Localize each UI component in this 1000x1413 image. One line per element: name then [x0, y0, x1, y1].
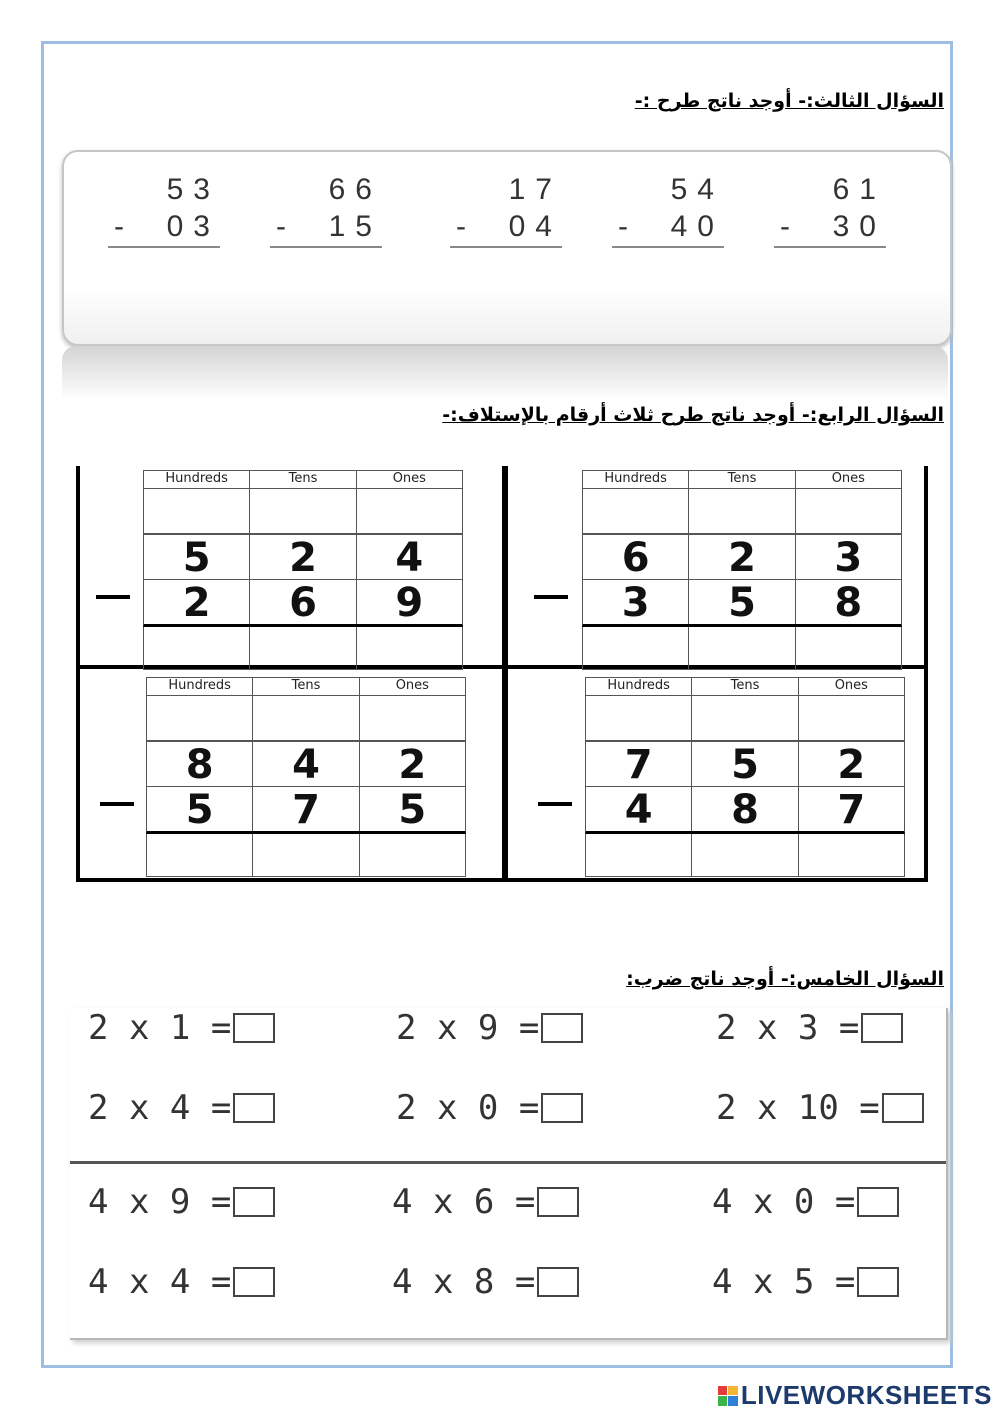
- carry-cell[interactable]: [357, 488, 462, 533]
- carry-cell[interactable]: [250, 488, 356, 533]
- question-3-panel: [62, 150, 952, 346]
- subtraction-problem: [108, 172, 220, 248]
- subtrahend: 15: [328, 210, 382, 243]
- section-divider: [70, 1161, 946, 1164]
- answer-box[interactable]: [541, 1013, 583, 1043]
- liveworksheets-logo[interactable]: [718, 1380, 992, 1411]
- answer-cell[interactable]: [586, 834, 692, 876]
- answer-box[interactable]: [882, 1093, 924, 1123]
- multiplication-item: [716, 1008, 903, 1048]
- answer-box[interactable]: [857, 1267, 899, 1297]
- minus-sign: -: [114, 210, 124, 243]
- answer-cell[interactable]: [799, 834, 904, 876]
- column-header: Ones: [392, 471, 426, 486]
- answer-box[interactable]: [537, 1267, 579, 1297]
- place-value-table: [582, 470, 902, 670]
- digit: 7: [586, 742, 692, 786]
- place-value-table: [146, 677, 466, 877]
- answer-box[interactable]: [233, 1187, 275, 1217]
- answer-box[interactable]: [233, 1013, 275, 1043]
- minuend: 61: [832, 173, 886, 206]
- carry-cell[interactable]: [147, 695, 253, 740]
- digit: 7: [253, 787, 359, 831]
- answer-box[interactable]: [233, 1267, 275, 1297]
- digit: 7: [837, 787, 866, 833]
- equation: 4 x 8 =: [392, 1262, 536, 1302]
- answer-cell[interactable]: [796, 627, 901, 669]
- multiplication-item: [88, 1008, 275, 1048]
- column-header: Hundreds: [144, 471, 250, 488]
- digit: 5: [692, 742, 798, 786]
- equation: 2 x 4 =: [88, 1088, 232, 1128]
- equation: 4 x 6 =: [392, 1182, 536, 1222]
- digit: 2: [837, 742, 866, 788]
- equation: 2 x 0 =: [396, 1088, 540, 1128]
- logo-icon: [718, 1386, 738, 1406]
- equation: 4 x 4 =: [88, 1262, 232, 1302]
- answer-cell[interactable]: [147, 834, 253, 876]
- answer-cell[interactable]: [250, 627, 356, 669]
- answer-cell[interactable]: [357, 627, 462, 669]
- multiplication-item: [392, 1262, 579, 1302]
- digit: 5: [144, 535, 250, 579]
- digit: 4: [253, 742, 359, 786]
- multiplication-item: [712, 1262, 899, 1302]
- multiplication-item: [88, 1182, 275, 1222]
- digit: 2: [144, 580, 250, 624]
- digit: 4: [395, 535, 424, 581]
- carry-cell[interactable]: [689, 488, 795, 533]
- minuend: 17: [508, 173, 562, 206]
- digit: 3: [583, 580, 689, 624]
- carry-cell[interactable]: [583, 488, 689, 533]
- minus-sign: [534, 595, 568, 599]
- column-header: Tens: [689, 471, 795, 488]
- answer-cell[interactable]: [360, 834, 465, 876]
- logo-square: [728, 1386, 738, 1396]
- carry-cell[interactable]: [799, 695, 904, 740]
- digit: 8: [834, 580, 863, 626]
- digit: 5: [398, 787, 427, 833]
- subtrahend: 04: [508, 210, 562, 243]
- equation: 4 x 5 =: [712, 1262, 856, 1302]
- carry-cell[interactable]: [692, 695, 798, 740]
- logo-square: [728, 1396, 738, 1406]
- digit: 9: [395, 580, 424, 626]
- carry-cell[interactable]: [253, 695, 359, 740]
- minus-sign: [100, 802, 134, 806]
- digit: 2: [689, 535, 795, 579]
- column-header: Tens: [692, 678, 798, 695]
- multiplication-item: [716, 1088, 924, 1128]
- subtraction-problem: [612, 172, 724, 248]
- subtraction-problem: [270, 172, 382, 248]
- answer-cell[interactable]: [144, 627, 250, 669]
- equation: 2 x 1 =: [88, 1008, 232, 1048]
- place-value-table: [585, 677, 905, 877]
- answer-box[interactable]: [861, 1013, 903, 1043]
- digit: 3: [834, 535, 863, 581]
- digit: 5: [689, 580, 795, 624]
- minus-sign: -: [276, 210, 286, 243]
- answer-box[interactable]: [857, 1187, 899, 1217]
- multiplication-item: [712, 1182, 899, 1222]
- multiplication-item: [396, 1088, 583, 1128]
- minus-sign: [96, 595, 130, 599]
- answer-cell[interactable]: [692, 834, 798, 876]
- column-header: Tens: [250, 471, 356, 488]
- panel-shadow: [62, 346, 948, 400]
- logo-text: LIVEWORKSHEETS: [740, 1380, 992, 1410]
- column-header: Hundreds: [586, 678, 692, 695]
- answer-cell[interactable]: [253, 834, 359, 876]
- multiplication-item: [88, 1088, 275, 1128]
- answer-box[interactable]: [541, 1093, 583, 1123]
- subtrahend: 30: [832, 210, 886, 243]
- answer-box[interactable]: [537, 1187, 579, 1217]
- column-header: Hundreds: [583, 471, 689, 488]
- equation: 2 x 9 =: [396, 1008, 540, 1048]
- column-header: Ones: [831, 471, 865, 486]
- digit: 5: [147, 787, 253, 831]
- equation: 2 x 3 =: [716, 1008, 860, 1048]
- question-3-heading: السؤال الثالث:- أوجد ناتج طرح :-: [634, 90, 944, 112]
- minus-sign: -: [456, 210, 466, 243]
- equation: 4 x 9 =: [88, 1182, 232, 1222]
- digit: 4: [586, 787, 692, 831]
- carry-cell[interactable]: [586, 695, 692, 740]
- answer-box[interactable]: [233, 1093, 275, 1123]
- digit: 2: [398, 742, 427, 788]
- answer-cell[interactable]: [689, 627, 795, 669]
- column-header: Ones: [395, 678, 429, 693]
- subtraction-problem: [774, 172, 886, 248]
- multiplication-item: [392, 1182, 579, 1222]
- column-header: Tens: [253, 678, 359, 695]
- question-5-heading: السؤال الخامس:- أوجد ناتج ضرب:: [626, 968, 944, 990]
- digit: 8: [147, 742, 253, 786]
- multiplication-item: [88, 1262, 275, 1302]
- logo-square: [718, 1386, 728, 1396]
- minus-sign: [538, 802, 572, 806]
- minuend: 53: [166, 173, 220, 206]
- digit: 6: [250, 580, 356, 624]
- column-header: Ones: [834, 678, 868, 693]
- grid-divider: [502, 466, 508, 880]
- carry-cell[interactable]: [144, 488, 250, 533]
- question-4-heading: السؤال الرابع:- أوجد ناتج طرح ثلاث أرقام بالإستلاف:-: [442, 404, 944, 426]
- subtrahend: 03: [166, 210, 220, 243]
- subtrahend: 40: [670, 210, 724, 243]
- minuend: 54: [670, 173, 724, 206]
- minus-sign: -: [618, 210, 628, 243]
- logo-square: [718, 1396, 728, 1406]
- carry-cell[interactable]: [796, 488, 901, 533]
- subtraction-problem: [450, 172, 562, 248]
- minus-sign: -: [780, 210, 790, 243]
- digit: 8: [692, 787, 798, 831]
- minuend: 66: [328, 173, 382, 206]
- equation: 2 x 10 =: [716, 1088, 880, 1128]
- equation: 4 x 0 =: [712, 1182, 856, 1222]
- column-header: Hundreds: [147, 678, 253, 695]
- answer-cell[interactable]: [583, 627, 689, 669]
- place-value-table: [143, 470, 463, 670]
- carry-cell[interactable]: [360, 695, 465, 740]
- digit: 2: [250, 535, 356, 579]
- multiplication-item: [396, 1008, 583, 1048]
- digit: 6: [583, 535, 689, 579]
